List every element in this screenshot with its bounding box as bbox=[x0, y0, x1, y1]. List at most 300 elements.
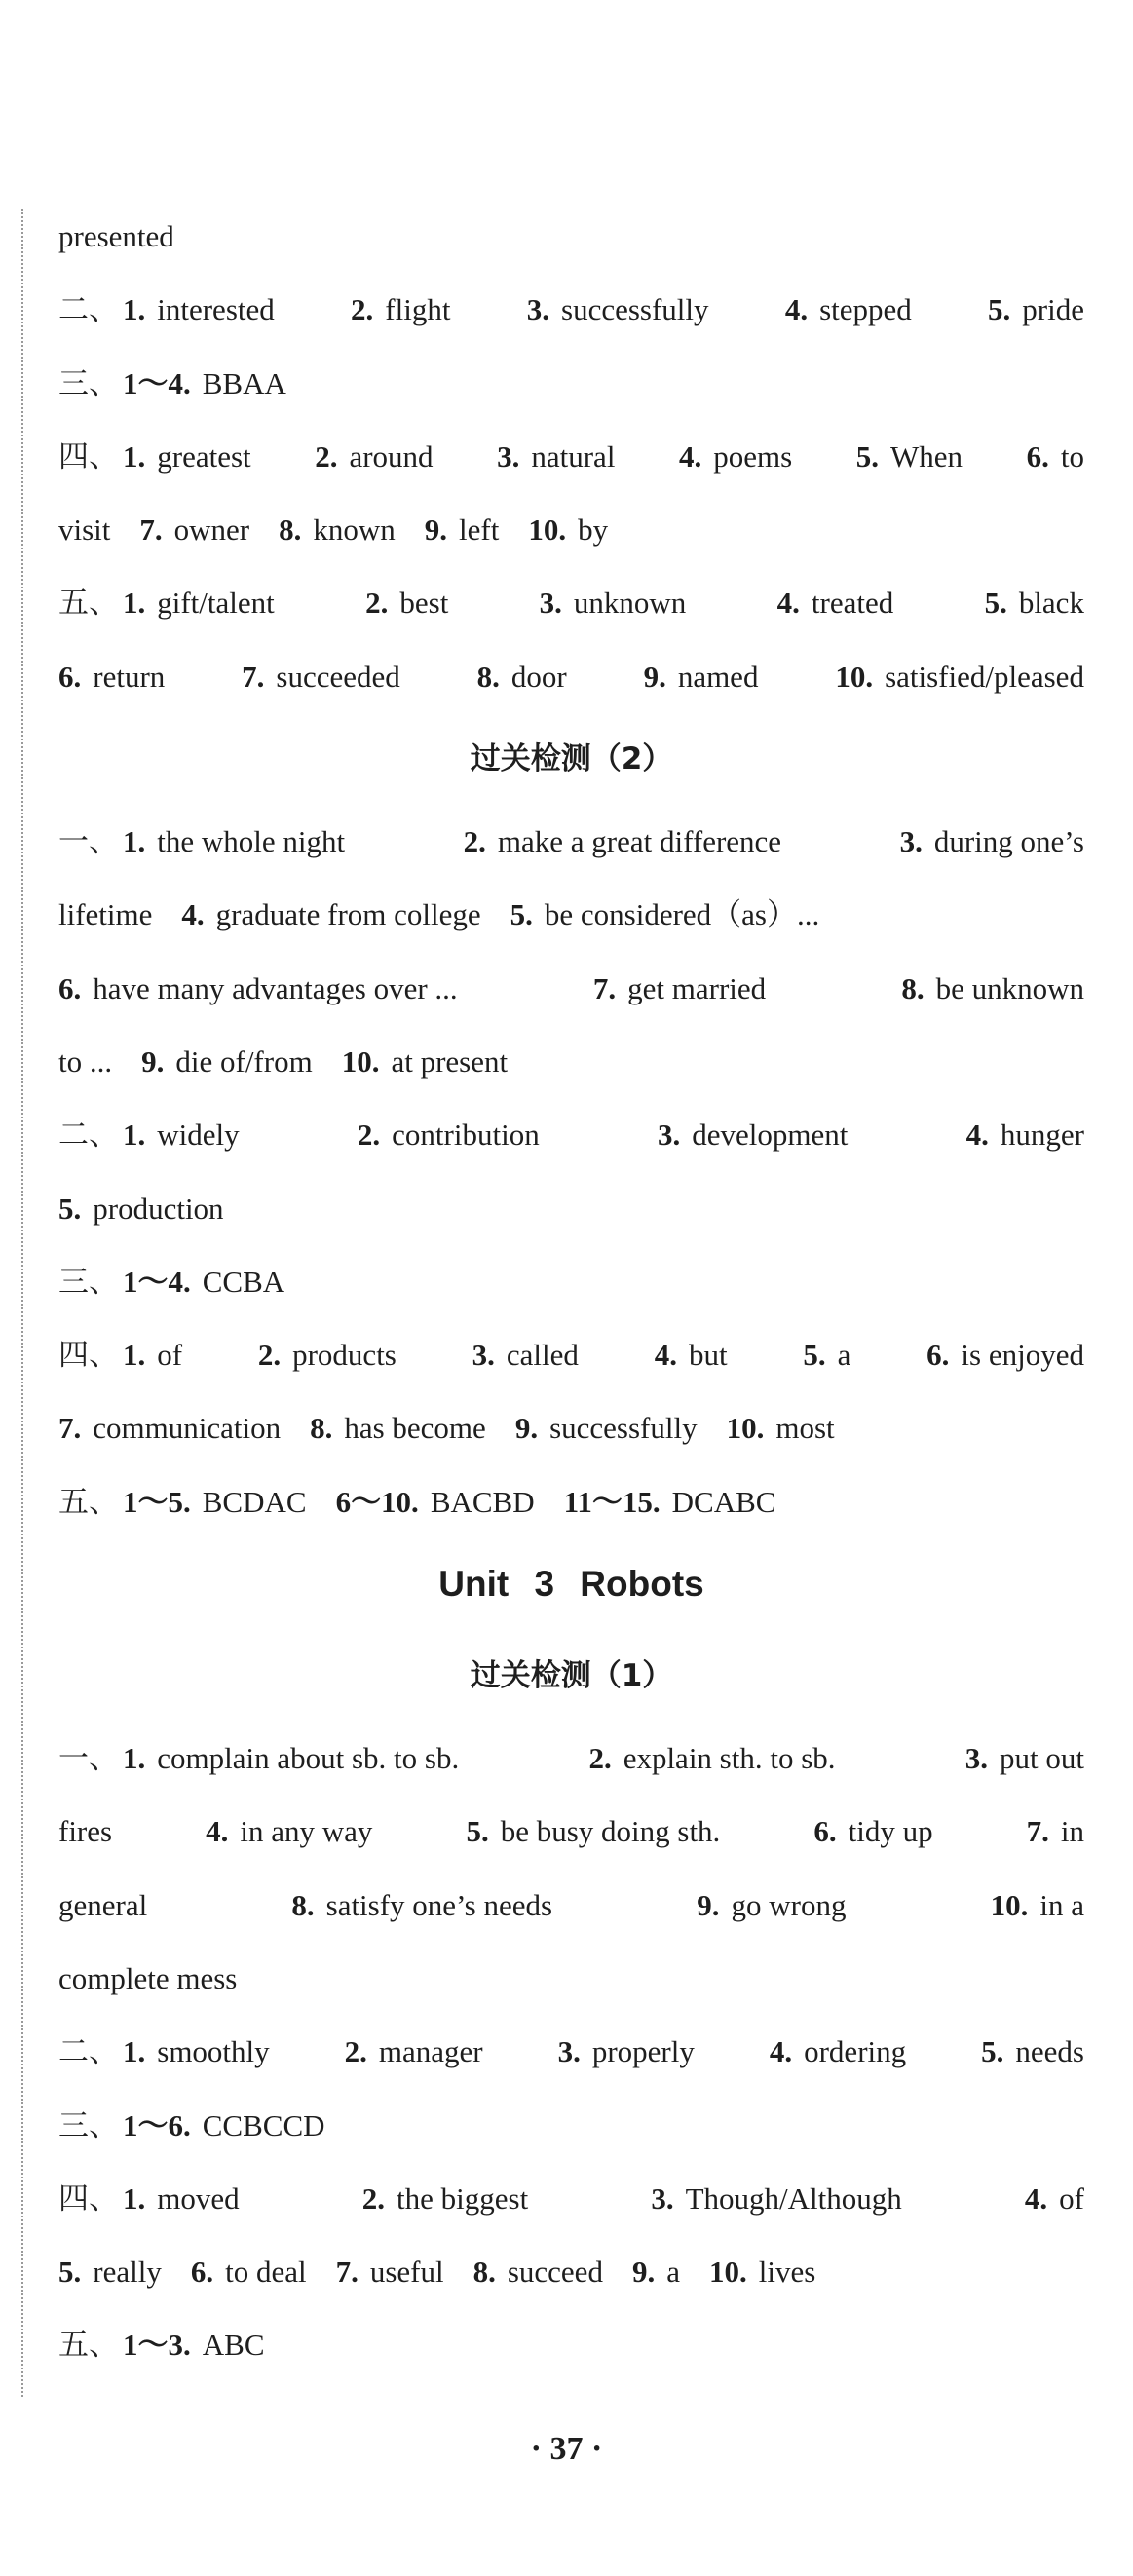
answer-item bbox=[139, 493, 249, 566]
answer-item bbox=[58, 2162, 240, 2235]
answer-text: explain sth. to sb. bbox=[623, 1741, 836, 1776]
answer-item bbox=[991, 1869, 1084, 1942]
item-number: 5. bbox=[855, 438, 879, 474]
answer-item bbox=[58, 878, 152, 951]
answer-text: of bbox=[157, 1338, 183, 1373]
item-number: 4. bbox=[776, 586, 800, 621]
item-number: 6. bbox=[58, 659, 82, 694]
answer-text: BCDAC bbox=[202, 1484, 307, 1519]
answer-item bbox=[58, 640, 165, 713]
answer-item bbox=[856, 420, 963, 493]
unit-title: Unit 3 Robots bbox=[438, 1564, 704, 1605]
answer-text: manager bbox=[378, 2034, 483, 2069]
answer-item bbox=[803, 1318, 850, 1391]
answer-item bbox=[58, 420, 251, 493]
section-marker: 二、 bbox=[58, 1118, 119, 1153]
section-heading: 过关检测（2） bbox=[470, 741, 673, 777]
item-number: 4. bbox=[206, 1814, 229, 1849]
answer-text: ABC bbox=[202, 2328, 265, 2363]
item-number: 5. bbox=[466, 1814, 489, 1849]
answer-text: owner bbox=[173, 512, 250, 548]
answer-item bbox=[58, 1795, 112, 1868]
answer-line bbox=[58, 1795, 1084, 1868]
answer-line bbox=[58, 2015, 1084, 2088]
answer-item bbox=[342, 1025, 508, 1098]
item-number: 6. bbox=[926, 1338, 950, 1373]
answer-text: unknown bbox=[573, 586, 687, 621]
section-marker: 五、 bbox=[58, 2328, 119, 2363]
answer-text: be busy doing sth. bbox=[500, 1814, 721, 1849]
answer-text: in a bbox=[1039, 1887, 1084, 1922]
answer-text: fires bbox=[58, 1814, 113, 1849]
answer-line bbox=[58, 1245, 1084, 1318]
answer-text: known bbox=[313, 512, 396, 548]
answer-item bbox=[777, 566, 894, 639]
answer-item bbox=[58, 1869, 147, 1942]
item-number: 4. bbox=[679, 438, 702, 474]
item-number: 10. bbox=[835, 659, 874, 694]
item-number: 9. bbox=[643, 659, 666, 694]
item-number: 3. bbox=[899, 824, 923, 859]
item-number: 9. bbox=[424, 512, 448, 548]
answer-text: lives bbox=[758, 2254, 816, 2290]
answer-item bbox=[58, 1942, 237, 2015]
answer-item bbox=[58, 805, 345, 878]
answer-item bbox=[472, 1318, 579, 1391]
item-number: 3. bbox=[651, 2180, 674, 2216]
answer-text: properly bbox=[591, 2034, 695, 2069]
answer-text: successfully bbox=[549, 1411, 698, 1446]
item-number: 1. bbox=[123, 292, 146, 327]
answer-text: successfully bbox=[561, 292, 709, 327]
item-number: 5. bbox=[803, 1338, 826, 1373]
item-number: 3. bbox=[539, 586, 562, 621]
answer-item bbox=[58, 1391, 281, 1464]
item-number: 9. bbox=[141, 1043, 165, 1079]
item-number: 2. bbox=[315, 438, 338, 474]
answer-text: Though/Although bbox=[685, 2180, 902, 2216]
answer-text: CCBCCD bbox=[202, 2107, 325, 2142]
answer-line bbox=[58, 878, 1084, 951]
answer-item bbox=[58, 200, 174, 273]
answer-line bbox=[58, 640, 1084, 713]
answer-item bbox=[901, 952, 1084, 1025]
item-number: 4. bbox=[769, 2034, 793, 2069]
item-number: 2. bbox=[357, 1118, 381, 1153]
answer-line bbox=[58, 200, 1084, 273]
item-number: 4. bbox=[1024, 2180, 1048, 2216]
answer-item bbox=[358, 1098, 540, 1171]
answer-text: stepped bbox=[819, 292, 912, 327]
answer-text: but bbox=[688, 1338, 728, 1373]
item-number: 10. bbox=[341, 1043, 380, 1079]
answer-line bbox=[58, 1465, 1084, 1538]
item-number: 2. bbox=[344, 2034, 367, 2069]
item-number: 9. bbox=[697, 1887, 720, 1922]
answer-item bbox=[985, 566, 1084, 639]
item-number: 5. bbox=[988, 292, 1011, 327]
answer-item bbox=[528, 493, 608, 566]
item-number: 2. bbox=[257, 1338, 282, 1373]
answer-text: most bbox=[775, 1411, 835, 1446]
section-marker: 四、 bbox=[58, 2180, 119, 2216]
page-number: · 37 · bbox=[530, 2431, 603, 2467]
answer-text: greatest bbox=[157, 438, 251, 474]
answer-line bbox=[58, 2089, 1084, 2162]
answer-item bbox=[258, 1318, 397, 1391]
answer-item bbox=[466, 1795, 720, 1868]
answer-item bbox=[564, 1465, 776, 1538]
item-number: 6～10. bbox=[335, 1484, 419, 1519]
answer-text: put out bbox=[1000, 1741, 1084, 1776]
answer-text: production bbox=[93, 1191, 224, 1226]
answer-line bbox=[58, 273, 1084, 346]
answer-text: a bbox=[837, 1338, 851, 1373]
item-number: 6. bbox=[813, 1814, 837, 1849]
answer-item bbox=[58, 1245, 284, 1318]
answer-text: by bbox=[578, 512, 609, 548]
item-number: 2. bbox=[365, 586, 389, 621]
answer-line bbox=[58, 493, 1084, 566]
answer-line bbox=[58, 2235, 1084, 2308]
answer-item bbox=[981, 2015, 1084, 2088]
item-number: 3. bbox=[497, 438, 520, 474]
answer-item bbox=[345, 2015, 483, 2088]
answer-text: get married bbox=[627, 970, 767, 1005]
answer-item bbox=[58, 1465, 307, 1538]
answer-item bbox=[279, 493, 396, 566]
answer-text: gift/talent bbox=[157, 586, 275, 621]
answer-text: lifetime bbox=[58, 897, 153, 932]
answer-item bbox=[966, 1098, 1084, 1171]
answer-line bbox=[58, 1391, 1084, 1464]
answer-text: called bbox=[506, 1338, 579, 1373]
answer-text: smoothly bbox=[157, 2034, 270, 2069]
item-number: 4. bbox=[654, 1338, 677, 1373]
answer-item bbox=[655, 1318, 728, 1391]
answer-text: in any way bbox=[240, 1814, 373, 1849]
answer-item bbox=[473, 2235, 603, 2308]
answer-text: named bbox=[677, 659, 759, 694]
item-number: 8. bbox=[310, 1411, 333, 1446]
item-number: 1. bbox=[123, 1118, 146, 1153]
answer-text: interested bbox=[157, 292, 275, 327]
item-number: 8. bbox=[901, 970, 925, 1005]
answer-text: useful bbox=[369, 2254, 444, 2290]
answer-text: has become bbox=[344, 1411, 486, 1446]
answer-text: to ... bbox=[58, 1043, 113, 1079]
item-number: 8. bbox=[279, 512, 302, 548]
answer-text: succeed bbox=[507, 2254, 603, 2290]
answer-item bbox=[291, 1869, 552, 1942]
answer-text: make a great difference bbox=[497, 824, 782, 859]
answer-item bbox=[181, 878, 480, 951]
item-number: 3. bbox=[526, 292, 549, 327]
item-number: 9. bbox=[631, 2254, 656, 2290]
answer-text: widely bbox=[157, 1118, 240, 1153]
answer-line bbox=[58, 1869, 1084, 1942]
item-number: 3. bbox=[557, 2034, 581, 2069]
item-number: 1～4. bbox=[123, 365, 191, 400]
answer-text: development bbox=[692, 1118, 849, 1153]
answer-line bbox=[58, 1722, 1084, 1795]
answer-text: the biggest bbox=[397, 2180, 529, 2216]
answer-item bbox=[365, 566, 448, 639]
section-marker: 五、 bbox=[58, 586, 119, 621]
item-number: 9. bbox=[514, 1411, 539, 1446]
answer-item bbox=[813, 1795, 932, 1868]
section-marker: 三、 bbox=[58, 365, 119, 400]
section-marker: 二、 bbox=[58, 2034, 119, 2069]
answer-item bbox=[141, 1025, 313, 1098]
answer-text: needs bbox=[1015, 2034, 1084, 2069]
section-marker: 二、 bbox=[58, 292, 119, 327]
answer-item bbox=[58, 1172, 224, 1245]
item-number: 10. bbox=[726, 1411, 765, 1446]
answer-item bbox=[58, 493, 110, 566]
answer-line bbox=[58, 347, 1084, 420]
answer-text: complete mess bbox=[58, 1960, 238, 1995]
answer-text: pride bbox=[1022, 292, 1084, 327]
answer-item bbox=[588, 1722, 835, 1795]
answer-item bbox=[58, 952, 458, 1025]
item-number: 1. bbox=[123, 586, 146, 621]
item-number: 10. bbox=[990, 1887, 1029, 1922]
answer-text: left bbox=[459, 512, 500, 548]
item-number: 2. bbox=[351, 292, 374, 327]
item-number: 1. bbox=[123, 1741, 146, 1776]
answer-item bbox=[632, 2235, 680, 2308]
answer-item bbox=[644, 640, 759, 713]
answer-line bbox=[58, 1318, 1084, 1391]
answer-text: of bbox=[1059, 2180, 1084, 2216]
section-heading: 过关检测（1） bbox=[470, 1658, 673, 1694]
answer-item bbox=[310, 1391, 486, 1464]
item-number: 5. bbox=[984, 586, 1007, 621]
answer-text: best bbox=[399, 586, 449, 621]
answer-item bbox=[1027, 1795, 1084, 1868]
answer-item bbox=[727, 1391, 835, 1464]
item-number: 8. bbox=[472, 2254, 496, 2290]
section-marker: 五、 bbox=[58, 1484, 119, 1519]
item-number: 7. bbox=[139, 512, 163, 548]
item-number: 2. bbox=[588, 1741, 612, 1776]
answer-text: return bbox=[93, 659, 166, 694]
answer-text: succeeded bbox=[276, 659, 400, 694]
answer-item bbox=[315, 420, 433, 493]
item-number: 3. bbox=[657, 1118, 681, 1153]
answer-text: poems bbox=[713, 438, 793, 474]
answer-item bbox=[515, 1391, 698, 1464]
answer-text: moved bbox=[157, 2180, 240, 2216]
answer-text: satisfy one’s needs bbox=[325, 1887, 553, 1922]
item-number: 3. bbox=[964, 1741, 988, 1776]
answer-item bbox=[58, 273, 275, 346]
item-number: 1～5. bbox=[123, 1484, 191, 1519]
item-number: 7. bbox=[592, 970, 617, 1005]
answer-text: products bbox=[292, 1338, 397, 1373]
answer-text: BBAA bbox=[202, 365, 286, 400]
answer-item bbox=[58, 1025, 112, 1098]
answer-line bbox=[58, 1025, 1084, 1098]
answer-text: natural bbox=[531, 438, 616, 474]
answer-text: die of/from bbox=[175, 1043, 313, 1079]
item-number: 1～3. bbox=[123, 2328, 191, 2363]
section-marker: 三、 bbox=[58, 2107, 119, 2142]
answer-text: at present bbox=[391, 1043, 509, 1079]
answer-text: have many advantages over ... bbox=[93, 970, 458, 1005]
item-number: 5. bbox=[58, 2254, 82, 2290]
answer-item bbox=[497, 420, 615, 493]
answer-item bbox=[558, 2015, 695, 2088]
item-number: 1. bbox=[123, 2180, 146, 2216]
item-number: 4. bbox=[181, 897, 205, 932]
answer-line bbox=[58, 1172, 1084, 1245]
answer-text: ordering bbox=[804, 2034, 907, 2069]
item-number: 8. bbox=[476, 659, 500, 694]
answer-text: contribution bbox=[392, 1118, 540, 1153]
answer-line bbox=[58, 952, 1084, 1025]
answer-item bbox=[900, 805, 1084, 878]
answer-text: communication bbox=[93, 1411, 282, 1446]
answer-item bbox=[651, 2162, 901, 2235]
answer-text: graduate from college bbox=[215, 897, 481, 932]
item-number: 1～6. bbox=[123, 2107, 191, 2142]
answer-item bbox=[540, 566, 687, 639]
answer-line bbox=[58, 805, 1084, 878]
answer-item bbox=[58, 566, 275, 639]
answer-item bbox=[242, 640, 400, 713]
item-number: 5. bbox=[58, 1191, 82, 1226]
answer-text: to deal bbox=[225, 2254, 307, 2290]
answer-text: black bbox=[1018, 586, 1084, 621]
answer-item bbox=[58, 1098, 240, 1171]
item-number: 7. bbox=[58, 1411, 82, 1446]
item-number: 11～15. bbox=[563, 1484, 661, 1519]
item-number: 1～4. bbox=[123, 1264, 191, 1299]
answer-item bbox=[679, 420, 792, 493]
answer-item bbox=[206, 1795, 372, 1868]
answer-item bbox=[58, 1318, 182, 1391]
section-marker: 一、 bbox=[58, 1741, 119, 1776]
answer-item bbox=[785, 273, 912, 346]
answer-line bbox=[58, 1942, 1084, 2015]
answer-text: during one’s bbox=[933, 824, 1084, 859]
answer-item bbox=[770, 2015, 906, 2088]
answer-item bbox=[351, 273, 450, 346]
section-marker: 四、 bbox=[58, 438, 119, 474]
answer-text: presented bbox=[58, 219, 174, 253]
answer-item bbox=[593, 952, 766, 1025]
answer-item bbox=[988, 273, 1084, 346]
section-marker: 三、 bbox=[58, 1264, 119, 1299]
answer-item bbox=[464, 805, 781, 878]
answer-text: be unknown bbox=[935, 970, 1084, 1005]
answer-text: really bbox=[93, 2254, 162, 2290]
answer-text: general bbox=[58, 1887, 148, 1922]
answer-item bbox=[835, 640, 1084, 713]
answer-item bbox=[965, 1722, 1084, 1795]
answer-line bbox=[58, 420, 1084, 493]
answer-item bbox=[1025, 2162, 1084, 2235]
answer-line bbox=[58, 1098, 1084, 1171]
answer-item bbox=[336, 2235, 444, 2308]
answer-text: tidy up bbox=[848, 1814, 933, 1849]
answer-item bbox=[58, 2015, 270, 2088]
item-number: 7. bbox=[1026, 1814, 1049, 1849]
item-number: 5. bbox=[981, 2034, 1004, 2069]
answer-text: the whole night bbox=[157, 824, 346, 859]
answer-line bbox=[58, 2162, 1084, 2235]
answer-text: around bbox=[349, 438, 434, 474]
item-number: 1. bbox=[123, 824, 146, 859]
answer-item bbox=[1027, 420, 1084, 493]
answer-text: CCBA bbox=[202, 1264, 285, 1299]
answer-item bbox=[527, 273, 709, 346]
answer-item bbox=[425, 493, 500, 566]
answer-text: in bbox=[1060, 1814, 1084, 1849]
answer-item bbox=[58, 2308, 265, 2381]
item-number: 1. bbox=[123, 2034, 146, 2069]
item-number: 6. bbox=[190, 2254, 214, 2290]
answer-text: to bbox=[1060, 438, 1084, 474]
answer-item bbox=[510, 878, 820, 951]
answer-text: BACBD bbox=[430, 1484, 535, 1519]
item-number: 1. bbox=[123, 438, 146, 474]
answer-text: a bbox=[666, 2254, 680, 2290]
answer-item bbox=[58, 1722, 459, 1795]
answer-text: flight bbox=[385, 292, 451, 327]
item-number: 10. bbox=[708, 2254, 747, 2290]
item-number: 4. bbox=[784, 292, 809, 327]
answer-text: door bbox=[510, 659, 567, 694]
answer-text: visit bbox=[58, 512, 111, 548]
section-marker: 四、 bbox=[58, 1338, 119, 1373]
answer-item bbox=[58, 2089, 325, 2162]
answer-text: complain about sb. to sb. bbox=[157, 1741, 460, 1776]
answer-item bbox=[362, 2162, 528, 2235]
item-number: 2. bbox=[463, 824, 486, 859]
item-number: 8. bbox=[291, 1887, 315, 1922]
answer-item bbox=[697, 1869, 846, 1942]
item-number: 7. bbox=[335, 2254, 359, 2290]
answer-item bbox=[336, 1465, 535, 1538]
answer-line bbox=[58, 566, 1084, 639]
answer-text: is enjoyed bbox=[961, 1338, 1084, 1373]
item-number: 5. bbox=[510, 897, 533, 932]
item-number: 10. bbox=[528, 512, 567, 548]
answer-text: hunger bbox=[1000, 1118, 1084, 1153]
answer-text: treated bbox=[811, 586, 894, 621]
answer-text: DCABC bbox=[671, 1484, 776, 1519]
answer-text: When bbox=[890, 438, 963, 474]
answer-item bbox=[477, 640, 567, 713]
answer-item bbox=[709, 2235, 815, 2308]
item-number: 3. bbox=[472, 1338, 495, 1373]
section-marker: 一、 bbox=[58, 824, 119, 859]
item-number: 7. bbox=[242, 659, 265, 694]
answer-item bbox=[58, 347, 286, 420]
answer-text: be considered（as）... bbox=[544, 897, 820, 932]
margin-dotted-rule bbox=[21, 209, 23, 2397]
item-number: 6. bbox=[58, 970, 82, 1005]
answer-item bbox=[58, 2235, 162, 2308]
item-number: 2. bbox=[361, 2180, 386, 2216]
answer-text: go wrong bbox=[731, 1887, 847, 1922]
answer-key-body bbox=[58, 200, 1084, 2382]
item-number: 6. bbox=[1026, 438, 1049, 474]
answer-line bbox=[58, 2308, 1084, 2381]
